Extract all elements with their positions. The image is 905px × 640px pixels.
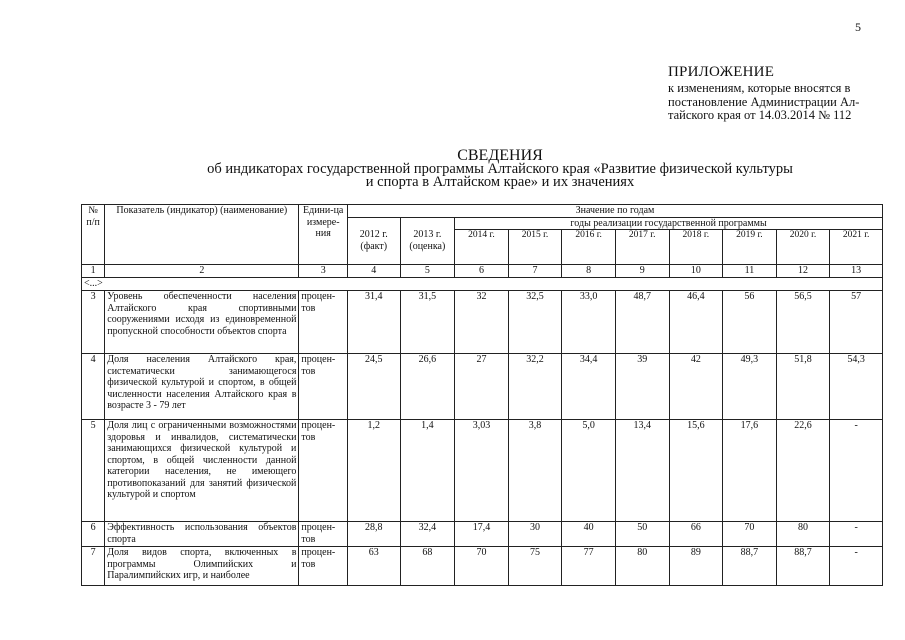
value-2018: 66 (669, 522, 723, 547)
header-year-2012: 2012 г. (факт) (347, 217, 400, 265)
row-number: 4 (82, 354, 105, 420)
value-2020: 22,6 (776, 420, 830, 522)
column-number: 10 (669, 265, 723, 278)
value-2020: 56,5 (776, 291, 830, 354)
indicator-name: Доля видов спорта, включенных в программы Олимпийских и Паралимпийских игр, и наиболее (105, 547, 299, 586)
value-2016: 77 (562, 547, 616, 586)
value-2019: 49,3 (723, 354, 777, 420)
indicator-name: Доля лиц с ограниченными возможностями здоровья и инвалидов, систематически занимающихся физической культурой и спортом, в общей численности данной категории населения, не имеющего противопоказаний для занятий физической культурой и спортом (105, 420, 299, 522)
value-2013: 1,4 (400, 420, 455, 522)
indicators-table (81, 204, 883, 586)
value-2021: - (830, 547, 883, 586)
value-2019: 70 (723, 522, 777, 547)
value-2020: 88,7 (776, 547, 830, 586)
value-2016: 34,4 (562, 354, 616, 420)
appendix-title: ПРИЛОЖЕНИЕ (668, 64, 775, 80)
column-number: 8 (562, 265, 616, 278)
value-2016: 40 (562, 522, 616, 547)
column-number: 6 (455, 265, 509, 278)
value-2013: 32,4 (400, 522, 455, 547)
value-2020: 51,8 (776, 354, 830, 420)
value-2015: 32,2 (508, 354, 562, 420)
header-implementation-years: годы реализации государственной программы (455, 217, 883, 230)
value-2012: 31,4 (347, 291, 400, 354)
value-2016: 5,0 (562, 420, 616, 522)
column-number: 3 (299, 265, 348, 278)
value-2012: 24,5 (347, 354, 400, 420)
value-2019: 56 (723, 291, 777, 354)
value-2018: 89 (669, 547, 723, 586)
table-row (82, 420, 883, 522)
heading-line-1: об индикаторах государственной программы Алтайского края «Развитие физической культуры (207, 161, 793, 177)
value-2021: - (830, 420, 883, 522)
indicator-unit: процен-тов (299, 522, 348, 547)
column-number: 13 (830, 265, 883, 278)
value-2013: 31,5 (400, 291, 455, 354)
row-number: 3 (82, 291, 105, 354)
value-2014: 70 (455, 547, 509, 586)
indicator-name: Эффективность использования объектов спорта (105, 522, 299, 547)
value-2014: 32 (455, 291, 509, 354)
value-2013: 26,6 (400, 354, 455, 420)
header-year-2017: 2017 г. (615, 230, 669, 265)
column-number-row (82, 265, 883, 278)
page-number: 5 (855, 20, 861, 34)
table-row (82, 522, 883, 547)
header-year-2021: 2021 г. (830, 230, 883, 265)
document-heading (150, 148, 850, 189)
heading-line-2: и спорта в Алтайском крае» и их значениях (365, 174, 635, 190)
header-indicator: Показатель (индикатор) (наименование) (105, 205, 299, 265)
value-2012: 1,2 (347, 420, 400, 522)
header-values-by-year: Значение по годам (347, 205, 882, 218)
column-number: 5 (400, 265, 455, 278)
heading-title: СВЕДЕНИЯ (457, 147, 543, 164)
value-2016: 33,0 (562, 291, 616, 354)
value-2017: 48,7 (615, 291, 669, 354)
header-year-2019: 2019 г. (723, 230, 777, 265)
value-2018: 15,6 (669, 420, 723, 522)
column-number: 4 (347, 265, 400, 278)
value-2014: 3,03 (455, 420, 509, 522)
appendix-line-3: тайского края от 14.03.2014 № 112 (668, 108, 852, 122)
header-num: № п/п (82, 205, 105, 265)
appendix-block (668, 64, 883, 123)
row-number: 6 (82, 522, 105, 547)
column-number: 12 (776, 265, 830, 278)
value-2012: 28,8 (347, 522, 400, 547)
table-row (82, 354, 883, 420)
header-unit: Едини-ца измере-ния (299, 205, 348, 265)
value-2015: 30 (508, 522, 562, 547)
omission-marker: <...> (82, 278, 883, 291)
value-2015: 3,8 (508, 420, 562, 522)
indicator-name: Уровень обеспеченности населения Алтайского края спортивными сооружениями исходя из единовременной пропускной способности объектов спорта (105, 291, 299, 354)
value-2015: 32,5 (508, 291, 562, 354)
header-year-2020: 2020 г. (776, 230, 830, 265)
appendix-line-2: постановление Администрации Ал- (668, 94, 860, 109)
table-row (82, 291, 883, 354)
value-2021: 54,3 (830, 354, 883, 420)
indicator-unit: процен-тов (299, 354, 348, 420)
column-number: 9 (615, 265, 669, 278)
column-number: 1 (82, 265, 105, 278)
value-2017: 13,4 (615, 420, 669, 522)
header-year-2015: 2015 г. (508, 230, 562, 265)
value-2020: 80 (776, 522, 830, 547)
indicator-unit: процен-тов (299, 291, 348, 354)
indicator-unit: процен-тов (299, 420, 348, 522)
value-2014: 27 (455, 354, 509, 420)
appendix-line-1: к изменениям, которые вносятся в (668, 81, 851, 95)
value-2019: 17,6 (723, 420, 777, 522)
table-row (82, 547, 883, 586)
value-2021: - (830, 522, 883, 547)
value-2018: 42 (669, 354, 723, 420)
column-number: 11 (723, 265, 777, 278)
value-2013: 68 (400, 547, 455, 586)
row-number: 5 (82, 420, 105, 522)
value-2017: 39 (615, 354, 669, 420)
header-year-2016: 2016 г. (562, 230, 616, 265)
column-number: 2 (105, 265, 299, 278)
value-2021: 57 (830, 291, 883, 354)
column-number: 7 (508, 265, 562, 278)
value-2017: 50 (615, 522, 669, 547)
value-2018: 46,4 (669, 291, 723, 354)
value-2012: 63 (347, 547, 400, 586)
value-2015: 75 (508, 547, 562, 586)
row-number: 7 (82, 547, 105, 586)
value-2019: 88,7 (723, 547, 777, 586)
indicator-unit: процен-тов (299, 547, 348, 586)
header-year-2014: 2014 г. (455, 230, 509, 265)
value-2014: 17,4 (455, 522, 509, 547)
header-year-2018: 2018 г. (669, 230, 723, 265)
omission-row (82, 278, 883, 291)
value-2017: 80 (615, 547, 669, 586)
header-year-2013: 2013 г. (оценка) (400, 217, 455, 265)
indicator-name: Доля населения Алтайского края, систематически занимающегося физической культурой и спортом, в общей численности населения Алтайского края в возрасте 3 - 79 лет (105, 354, 299, 420)
